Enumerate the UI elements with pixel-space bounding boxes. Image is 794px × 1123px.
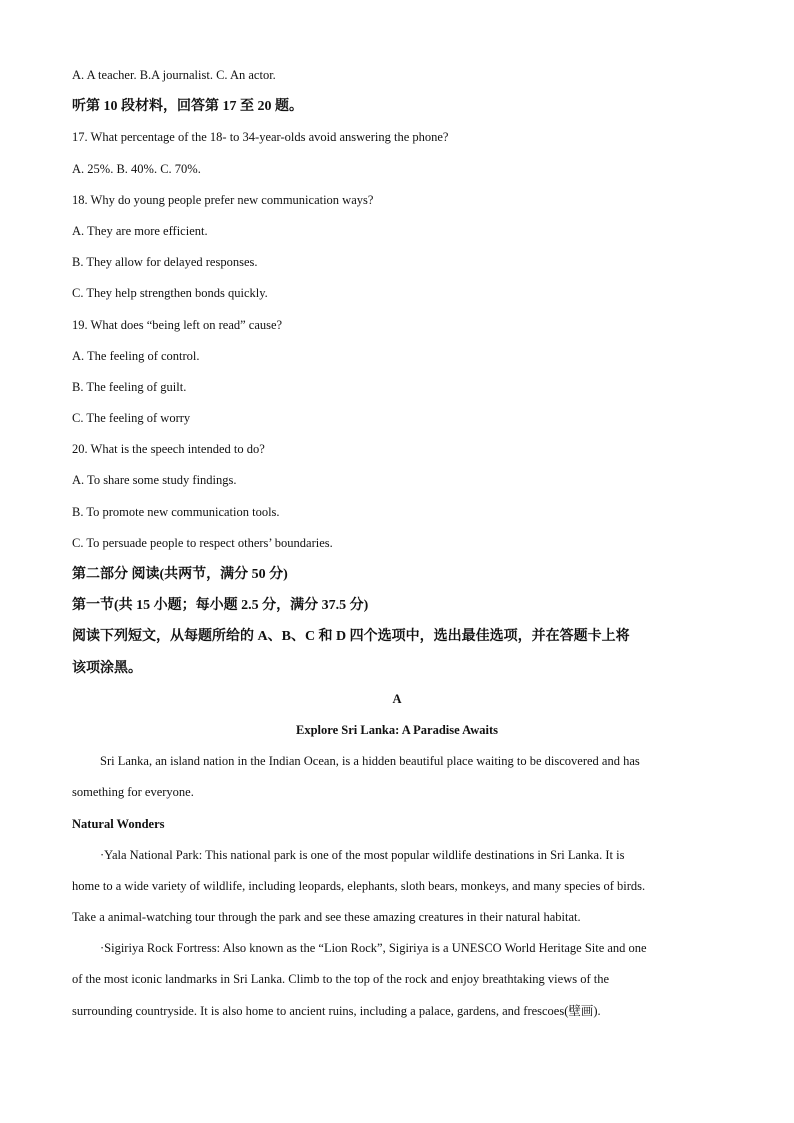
q20-option-c: C. To persuade people to respect others’ boundaries. <box>72 535 333 550</box>
yala-line2: home to a wide variety of wildlife, including leopards, elephants, sloth bears, monkeys, and many species of birds. <box>72 878 646 893</box>
passage-subheading: Natural Wonders <box>72 816 165 831</box>
passage-title: Explore Sri Lanka: A Paradise Awaits <box>296 722 498 737</box>
q18-option-b: B. They allow for delayed responses. <box>72 255 258 270</box>
sigiriya-line3: surrounding countryside. It is also home to ancient ruins, including a palace, gardens, and frescoes(壁画). <box>72 1003 601 1018</box>
document-page <box>72 60 722 1027</box>
reading-instruction-line1: 阅读下列短文，从每题所给的 A、B、C 和 D 四个选项中，选出最佳选项，并在答题卡上将 <box>72 629 630 645</box>
passage-intro-line2: something for everyone. <box>72 785 194 800</box>
q17-options: A. 25%. B. 40%. C. 70%. <box>72 161 201 176</box>
q17-question: 17. What percentage of the 18- to 34-year-olds avoid answering the phone? <box>72 130 449 145</box>
reading-instruction-line2: 该项涂黑。 <box>72 660 142 676</box>
q19-option-c: C. The feeling of worry <box>72 411 191 426</box>
passage-letter: A <box>392 691 402 706</box>
yala-line3: Take a animal-watching tour through the park and see these amazing creatures in their natural habitat. <box>72 910 581 925</box>
q18-option-a: A. They are more efficient. <box>72 223 208 238</box>
section10-instruction: 听第 10 段材料，回答第 17 至 20 题。 <box>72 99 303 115</box>
q19-option-b: B. The feeling of guilt. <box>72 379 187 394</box>
sigiriya-line1: ·Sigiriya Rock Fortress: Also known as the “Lion Rock”, Sigiriya is a UNESCO World Heritage Site and one <box>100 941 647 956</box>
section1-title: 第一节(共 15 小题；每小题 2.5 分，满分 37.5 分) <box>72 598 369 614</box>
q20-option-b: B. To promote new communication tools. <box>72 504 280 519</box>
q20-option-a: A. To share some study findings. <box>72 473 237 488</box>
q18-question: 18. Why do young people prefer new communication ways? <box>72 192 374 207</box>
sigiriya-line2: of the most iconic landmarks in Sri Lanka. Climb to the top of the rock and enjoy breathtaking views of the <box>72 972 610 987</box>
q18-option-c: C. They help strengthen bonds quickly. <box>72 286 268 301</box>
q16-options: A. A teacher. B.A journalist. C. An actor. <box>72 68 276 82</box>
q20-question: 20. What is the speech intended to do? <box>72 442 265 457</box>
yala-line1: ·Yala National Park: This national park is one of the most popular wildlife destinations in Sri Lanka. It is <box>100 847 625 862</box>
q19-question: 19. What does “being left on read” cause? <box>72 317 283 332</box>
q19-option-a: A. The feeling of control. <box>72 348 200 363</box>
passage-intro-line1: Sri Lanka, an island nation in the Indian Ocean, is a hidden beautiful place waiting to be discovered and has <box>100 754 640 769</box>
part2-title: 第二部分 阅读(共两节，满分 50 分) <box>72 567 288 582</box>
